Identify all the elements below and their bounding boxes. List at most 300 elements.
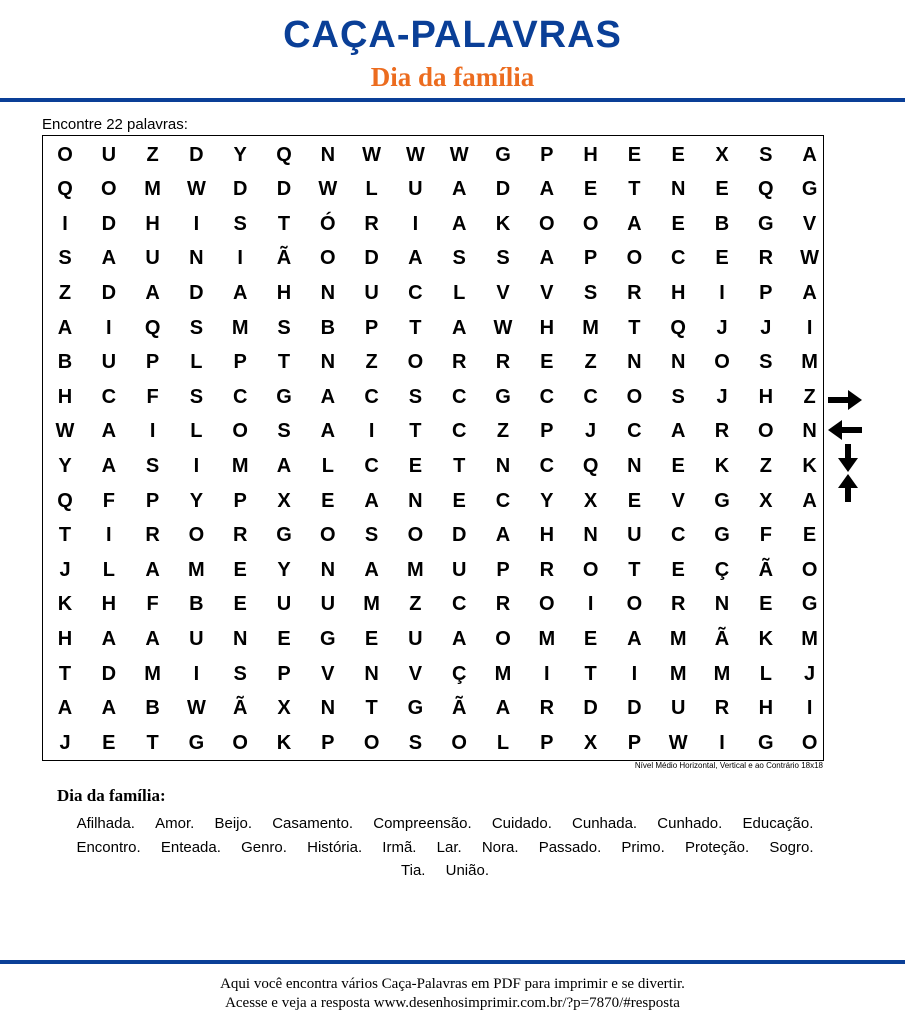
grid-letter: W [668, 731, 688, 754]
grid-letter: R [714, 697, 730, 720]
word-list [60, 812, 830, 883]
word-list-item: Cuidado. [491, 815, 552, 832]
grid-letter: R [627, 281, 642, 304]
grid-letter: A [145, 281, 160, 304]
word-list-item: Passado. [538, 838, 602, 856]
grid-letter: A [145, 627, 160, 650]
grid-letter: O [801, 731, 818, 754]
grid-letter: I [106, 524, 112, 547]
word-list-item: História. [307, 838, 363, 856]
grid-letter: X [715, 143, 729, 166]
grid-letter: R [714, 420, 730, 443]
grid-letter: A [802, 281, 817, 304]
grid-letter: W [186, 697, 206, 720]
grid-letter: P [321, 731, 335, 754]
grid-letter: D [189, 143, 204, 166]
grid-letter: L [102, 558, 115, 581]
word-list-item: União. [445, 862, 489, 879]
grid-letter: K [714, 454, 730, 477]
grid-letter: C [232, 385, 248, 408]
grid-letter: K [57, 593, 73, 616]
grid-letter: Q [144, 316, 161, 339]
grid-letter: R [495, 351, 511, 374]
grid-letter: G [188, 731, 205, 754]
grid-letter: E [627, 489, 642, 512]
grid-letter: O [626, 385, 643, 408]
word-list-item: Amor. [155, 815, 195, 832]
grid-letter: N [802, 420, 817, 443]
grid-letter: H [276, 281, 292, 304]
grid-letter: T [628, 558, 641, 581]
grid-letter: E [583, 627, 598, 650]
grid-letter: O [232, 420, 248, 443]
grid-letter: U [627, 524, 642, 547]
level-note: Nível Médio Horizontal, Vertical e ao Contrário 18x18 [634, 761, 823, 770]
bottom-divider [0, 960, 905, 964]
grid-letter: E [540, 351, 554, 374]
word-list-item: Genro. [241, 838, 287, 856]
grid-letter: O [539, 212, 555, 235]
grid-letter: E [277, 627, 291, 650]
grid-letter: A [451, 627, 467, 650]
grid-letter: Q [582, 454, 599, 477]
grid-letter: R [364, 212, 379, 235]
grid-letter: G [276, 524, 292, 547]
grid-letter: O [188, 524, 205, 547]
grid-letter: C [451, 385, 467, 408]
grid-letter: J [716, 316, 728, 339]
grid-letter: I [719, 281, 725, 304]
grid-letter: N [670, 351, 686, 374]
grid-letter: B [714, 212, 730, 235]
grid-letter: T [365, 697, 378, 720]
grid-letter: U [101, 351, 117, 374]
grid-letter: G [758, 731, 774, 754]
grid-letter: X [759, 489, 773, 512]
grid-letter: O [320, 247, 336, 270]
grid-letter: Q [57, 489, 73, 512]
grid-letter: S [583, 281, 598, 304]
grid-letter: E [364, 627, 379, 650]
grid-letter: Z [365, 351, 378, 374]
grid-letter: D [232, 178, 248, 201]
grid-letter: A [539, 178, 555, 201]
grid-letter: G [495, 143, 511, 166]
grid-letter: C [101, 385, 117, 408]
grid-letter: O [232, 731, 248, 754]
arrow-up-icon [838, 474, 858, 502]
grid-letter: M [801, 627, 818, 650]
grid-letter: I [587, 593, 594, 616]
word-list-item: Proteção. [684, 838, 750, 856]
grid-letter: A [364, 558, 379, 581]
grid-letter: R [758, 247, 774, 270]
grid-letter: G [714, 524, 730, 547]
word-list-item: Nora. [481, 838, 519, 856]
grid-letter: G [276, 385, 292, 408]
grid-letter: L [190, 351, 203, 374]
arrow-down-icon [838, 444, 858, 472]
arrow-right-icon [828, 390, 862, 410]
grid-letter: M [669, 662, 687, 685]
grid-letter: P [145, 351, 160, 374]
grid-letter: E [802, 524, 817, 547]
grid-letter: S [364, 524, 379, 547]
grid-letter: U [189, 627, 204, 650]
grid-letter: M [231, 316, 249, 339]
word-list-item: Tia. [401, 862, 426, 879]
page-subtitle: Dia da família [370, 62, 535, 92]
grid-letter: X [277, 489, 291, 512]
grid-letter: N [189, 247, 204, 270]
grid-letter: M [538, 627, 556, 650]
grid-letter: W [800, 247, 820, 270]
grid-letter: J [59, 558, 71, 581]
grid-letter: G [495, 385, 511, 408]
grid-letter: C [451, 420, 467, 443]
grid-letter: E [671, 212, 685, 235]
word-list-item: Compreensão. [373, 815, 472, 832]
grid-letter: O [407, 524, 424, 547]
grid-letter: N [627, 454, 642, 477]
grid-letter: C [451, 593, 467, 616]
grid-letter: Ã [758, 558, 774, 581]
grid-letter: D [627, 697, 642, 720]
grid-letter: K [495, 212, 511, 235]
grid-letter: V [802, 212, 817, 235]
grid-letter: W [493, 316, 513, 339]
grid-letter: Y [540, 489, 554, 512]
grid-letter: H [145, 212, 160, 235]
grid-letter: L [365, 178, 378, 201]
grid-letter: R [539, 697, 555, 720]
grid-letter: D [364, 247, 379, 270]
grid-letter: F [146, 593, 159, 616]
word-list-item: Lar. [436, 838, 462, 856]
grid-letter: Z [803, 385, 816, 408]
grid-letter: R [145, 524, 160, 547]
grid-letter: H [758, 385, 774, 408]
grid-letter: R [539, 558, 555, 581]
grid-letter: A [101, 697, 117, 720]
grid-letter: P [540, 420, 554, 443]
grid-letter: N [408, 489, 423, 512]
grid-letter: G [758, 212, 774, 235]
grid-letter: D [189, 281, 204, 304]
grid-letter: S [233, 212, 247, 235]
grid-letter: H [583, 143, 598, 166]
grid-letter: A [101, 627, 117, 650]
grid-letter: O [320, 524, 336, 547]
grid-letter: N [232, 627, 248, 650]
grid-letter: N [320, 351, 336, 374]
grid-letter: P [233, 351, 247, 374]
grid-letter: E [583, 178, 598, 201]
grid-letter: I [412, 212, 419, 235]
grid-letter: A [101, 420, 117, 443]
grid-letter: I [193, 212, 200, 235]
grid-letter: P [496, 558, 510, 581]
grid-letter: Ã [276, 247, 292, 270]
word-list-item: Educação. [742, 815, 814, 832]
grid-letter: D [101, 212, 117, 235]
grid-letter: T [277, 351, 291, 374]
grid-letter: B [320, 316, 336, 339]
grid-letter: Y [58, 454, 72, 477]
grid-letter: E [715, 247, 729, 270]
grid-letter: T [58, 524, 72, 547]
instruction-text: Encontre 22 palavras: [42, 116, 188, 133]
grid-letter: O [451, 731, 467, 754]
grid-letter: O [582, 212, 599, 235]
grid-letter: D [495, 178, 511, 201]
word-list-item: Cunhada. [572, 815, 638, 832]
grid-letter: M [231, 454, 249, 477]
grid-letter: M [363, 593, 380, 616]
grid-letter: F [759, 524, 772, 547]
grid-letter: A [276, 454, 292, 477]
grid-letter: M [669, 627, 687, 650]
grid-letter: J [585, 420, 597, 443]
grid-letter: I [62, 212, 68, 235]
grid-letter: W [55, 420, 75, 443]
grid-letter: A [57, 697, 73, 720]
grid-letter: I [719, 731, 725, 754]
grid-letter: A [451, 316, 467, 339]
grid-letter: A [451, 178, 467, 201]
grid-letter: T [146, 731, 159, 754]
grid-letter: N [320, 558, 336, 581]
word-list-item: Primo. [621, 838, 665, 856]
grid-letter: S [58, 247, 72, 270]
grid-letter: E [759, 593, 773, 616]
grid-letter: J [804, 662, 816, 685]
grid-letter: A [101, 454, 117, 477]
grid-letter: A [451, 212, 467, 235]
grid-letter: C [539, 454, 555, 477]
grid-letter: A [802, 489, 817, 512]
grid-letter: A [408, 247, 423, 270]
grid-letter: A [320, 385, 336, 408]
grid-letter: Ç [451, 662, 467, 685]
grid-letter: O [363, 731, 380, 754]
grid-letter: S [233, 662, 247, 685]
word-list-item: Encontro. [76, 838, 141, 856]
grid-letter: S [145, 454, 160, 477]
grid-letter: I [193, 662, 200, 685]
grid-letter: U [145, 247, 160, 270]
grid-letter: N [495, 454, 511, 477]
grid-letter: S [408, 731, 423, 754]
grid-letter: V [671, 489, 685, 512]
grid-letter: S [408, 385, 423, 408]
word-list-item: Casamento. [272, 815, 354, 832]
grid-letter: W [449, 143, 469, 166]
grid-letter: V [540, 281, 554, 304]
grid-letter: O [101, 178, 117, 201]
arrow-left-icon [828, 420, 862, 440]
grid-letter: I [237, 247, 243, 270]
grid-letter: D [583, 697, 598, 720]
grid-letter: Q [758, 178, 774, 201]
grid-letter: O [801, 558, 818, 581]
grid-letter: F [102, 489, 115, 512]
grid-letter: E [671, 454, 685, 477]
grid-letter: I [106, 316, 112, 339]
grid-letter: P [364, 316, 379, 339]
grid-letter: U [670, 697, 686, 720]
grid-letter: T [584, 662, 597, 685]
grid-letter: T [409, 316, 422, 339]
grid-letter: E [233, 593, 247, 616]
grid-letter: K [276, 731, 292, 754]
grid-letter: N [320, 697, 336, 720]
grid-letter: Y [189, 489, 204, 512]
grid-letter: C [583, 385, 598, 408]
grid-letter: M [494, 662, 512, 685]
grid-letter: O [758, 420, 774, 443]
grid-letter: I [806, 697, 813, 720]
grid-letter: G [320, 627, 336, 650]
grid-letter: W [362, 143, 382, 166]
grid-letter: X [583, 731, 598, 754]
grid-letter: U [364, 281, 379, 304]
word-list-item: Cunhado. [657, 815, 723, 832]
word-list-item: Beijo. [214, 815, 253, 832]
grid-letter: U [408, 178, 423, 201]
grid-letter: N [583, 524, 598, 547]
grid-letter: O [714, 351, 730, 374]
grid-letter: H [57, 627, 73, 650]
grid-letter: M [144, 662, 161, 685]
grid-letter: D [451, 524, 467, 547]
grid-letter: I [193, 454, 200, 477]
grid-letter: L [453, 281, 466, 304]
grid-letter: M [713, 662, 731, 685]
grid-letter: T [628, 178, 641, 201]
grid-letter: H [57, 385, 73, 408]
grid-letter: E [715, 178, 729, 201]
grid-letter: N [320, 143, 336, 166]
grid-letter: P [540, 143, 554, 166]
grid-letter: O [626, 247, 643, 270]
grid-letter: Ã [232, 697, 248, 720]
grid-letter: C [539, 385, 555, 408]
grid-letter: L [496, 731, 510, 754]
grid-letter: U [320, 593, 336, 616]
grid-letter: E [408, 454, 423, 477]
grid-letter: S [277, 420, 291, 443]
grid-letter: X [583, 489, 598, 512]
grid-letter: A [364, 489, 379, 512]
grid-letter: C [364, 454, 379, 477]
grid-letter: D [101, 662, 117, 685]
grid-letter: V [496, 281, 510, 304]
grid-letter: Ã [451, 697, 467, 720]
grid-letter: X [277, 697, 291, 720]
grid-letter: M [407, 558, 424, 581]
grid-letter: J [760, 316, 772, 339]
grid-letter: E [671, 143, 685, 166]
grid-letter: O [582, 558, 599, 581]
grid-letter: R [451, 351, 467, 374]
grid-letter: H [101, 593, 117, 616]
grid-letter: I [149, 420, 156, 443]
grid-letter: O [407, 351, 424, 374]
grid-letter: E [452, 489, 466, 512]
grid-letter: C [670, 524, 686, 547]
grid-letter: S [671, 385, 685, 408]
grid-letter: E [233, 558, 247, 581]
grid-letter: H [539, 524, 555, 547]
grid-letter: Z [409, 593, 422, 616]
grid-letter: L [190, 420, 203, 443]
grid-letter: S [759, 143, 773, 166]
word-list-item: Irmã. [382, 838, 417, 856]
grid-letter: P [759, 281, 773, 304]
grid-letter: A [320, 420, 336, 443]
footer-line-2: Acesse e veja a resposta www.desenhosimprimir.com.br/?p=7870/#resposta [225, 995, 680, 1011]
grid-letter: I [368, 420, 375, 443]
grid-letter: L [321, 454, 334, 477]
grid-letter: M [801, 351, 818, 374]
grid-letter: N [670, 178, 686, 201]
grid-letter: R [495, 593, 511, 616]
grid-letter: U [451, 558, 467, 581]
grid-letter: B [189, 593, 204, 616]
grid-letter: K [802, 454, 817, 477]
grid-letter: R [232, 524, 248, 547]
word-list-item: Enteada. [160, 838, 221, 856]
grid-letter: I [806, 316, 813, 339]
grid-letter: G [801, 593, 818, 616]
grid-letter: T [628, 316, 641, 339]
grid-letter: I [631, 662, 638, 685]
grid-letter: U [101, 143, 117, 166]
grid-letter: P [583, 247, 598, 270]
grid-letter: B [145, 697, 160, 720]
grid-letter: W [186, 178, 206, 201]
grid-letter: A [627, 212, 642, 235]
grid-letter: O [626, 593, 643, 616]
grid-letter: Q [57, 178, 73, 201]
grid-letter: A [232, 281, 248, 304]
grid-letter: O [539, 593, 555, 616]
word-list-item: Afilhada. [76, 815, 135, 832]
grid-letter: Z [496, 420, 510, 443]
grid-letter: A [57, 316, 73, 339]
grid-letter: Ã [714, 627, 730, 650]
grid-letter: U [408, 627, 423, 650]
top-divider [0, 98, 905, 102]
grid-letter: C [364, 385, 379, 408]
grid-letter: H [670, 281, 686, 304]
grid-letter: A [670, 420, 686, 443]
grid-letter: S [277, 316, 291, 339]
grid-letter: U [276, 593, 292, 616]
grid-letter: D [101, 281, 117, 304]
grid-letter: I [544, 662, 550, 685]
word-list-title: Dia da família: [57, 786, 166, 805]
grid-letter: J [59, 731, 71, 754]
grid-letter: C [627, 420, 642, 443]
grid-letter: Q [276, 143, 292, 166]
grid-letter: V [408, 662, 423, 685]
grid-letter: N [364, 662, 379, 685]
grid-letter: M [582, 316, 599, 339]
grid-letter: Y [277, 558, 291, 581]
grid-letter: P [145, 489, 160, 512]
